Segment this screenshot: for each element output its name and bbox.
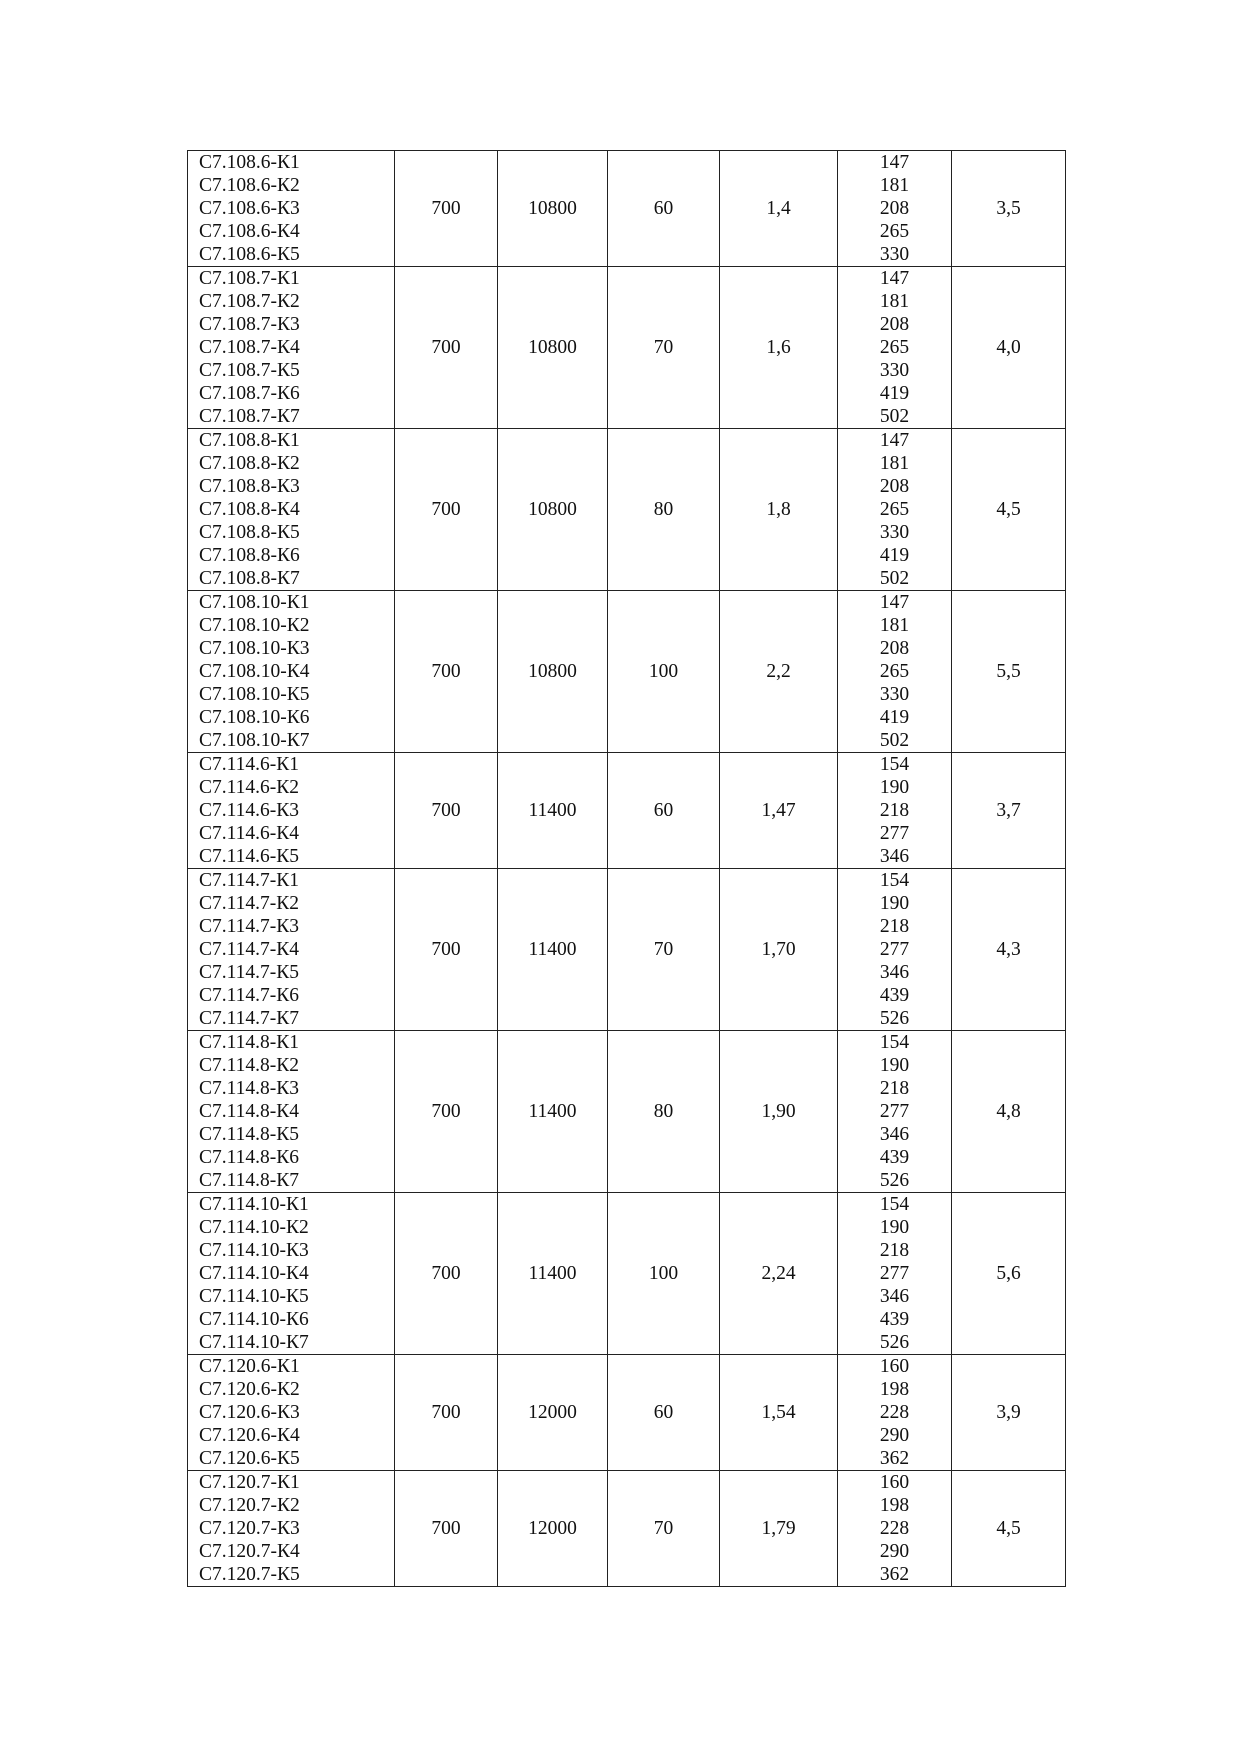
- mark-code: С7.120.6-К4: [199, 1425, 300, 1446]
- mark-code: С7.108.6-К1: [199, 152, 300, 173]
- mark-code: С7.120.7-К2: [199, 1495, 300, 1516]
- table-row: [188, 869, 1066, 1031]
- cell-c2: 700: [395, 1031, 498, 1193]
- mark-code: С7.108.10-К1: [199, 592, 310, 613]
- c6-value: 502: [879, 406, 910, 427]
- mark-code: С7.108.8-К1: [199, 430, 300, 451]
- mark-code: С7.114.10-К7: [199, 1332, 309, 1353]
- cell-c5: 1,8: [720, 429, 838, 591]
- mark-code: С7.114.10-К3: [199, 1240, 309, 1261]
- cell-c5: 1,6: [720, 267, 838, 429]
- specification-table: [187, 150, 1066, 1587]
- mark-code: С7.114.7-К7: [199, 1008, 300, 1029]
- cell-c6-list: [838, 591, 952, 753]
- c6-value: 290: [879, 1541, 910, 1562]
- mark-code: С7.114.8-К5: [199, 1124, 300, 1145]
- mark-code: С7.108.6-К3: [199, 198, 300, 219]
- cell-c3: 10800: [498, 591, 608, 753]
- c6-value: 154: [879, 754, 910, 775]
- cell-c5: 1,70: [720, 869, 838, 1031]
- mark-code: С7.114.6-К5: [199, 846, 300, 867]
- cell-c4: 60: [608, 753, 720, 869]
- c6-value: 265: [879, 499, 910, 520]
- cell-marks: [188, 1471, 395, 1587]
- c6-value: 526: [879, 1170, 910, 1191]
- cell-c6-list: [838, 267, 952, 429]
- cell-c7: 4,0: [952, 267, 1066, 429]
- cell-c5: 1,54: [720, 1355, 838, 1471]
- c6-value: 277: [879, 1101, 910, 1122]
- c6-value: 208: [879, 314, 910, 335]
- mark-code: С7.114.8-К4: [199, 1101, 300, 1122]
- mark-code: С7.108.10-К6: [199, 707, 310, 728]
- c6-value: 190: [879, 777, 910, 798]
- mark-code: С7.108.8-К5: [199, 522, 300, 543]
- mark-code: С7.108.10-К2: [199, 615, 310, 636]
- cell-c5: 2,2: [720, 591, 838, 753]
- mark-code: С7.114.10-К1: [199, 1194, 309, 1215]
- mark-code: С7.108.7-К7: [199, 406, 300, 427]
- cell-c3: 10800: [498, 151, 608, 267]
- c6-value: 502: [879, 730, 910, 751]
- c6-value: 181: [879, 175, 910, 196]
- c6-value: 330: [879, 360, 910, 381]
- cell-c6-list: [838, 753, 952, 869]
- mark-code: С7.120.6-К1: [199, 1356, 300, 1377]
- mark-code: С7.114.7-К6: [199, 985, 300, 1006]
- cell-marks: [188, 151, 395, 267]
- cell-c7: 5,5: [952, 591, 1066, 753]
- cell-c2: 700: [395, 591, 498, 753]
- mark-code: С7.120.7-К3: [199, 1518, 300, 1539]
- mark-code: С7.114.8-К1: [199, 1032, 300, 1053]
- mark-code: С7.108.6-К2: [199, 175, 300, 196]
- table-row: [188, 1355, 1066, 1471]
- c6-value: 439: [879, 985, 910, 1006]
- cell-c2: 700: [395, 1355, 498, 1471]
- c6-value: 181: [879, 453, 910, 474]
- cell-c7: 3,9: [952, 1355, 1066, 1471]
- mark-code: С7.114.7-К5: [199, 962, 300, 983]
- cell-c5: 2,24: [720, 1193, 838, 1355]
- cell-c5: 1,90: [720, 1031, 838, 1193]
- cell-c2: 700: [395, 267, 498, 429]
- cell-marks: [188, 1193, 395, 1355]
- mark-code: С7.108.8-К7: [199, 568, 300, 589]
- mark-code: С7.114.10-К4: [199, 1263, 309, 1284]
- cell-c2: 700: [395, 869, 498, 1031]
- cell-c3: 10800: [498, 267, 608, 429]
- cell-c2: 700: [395, 429, 498, 591]
- cell-c2: 700: [395, 753, 498, 869]
- cell-c7: 4,5: [952, 429, 1066, 591]
- c6-value: 346: [879, 1286, 910, 1307]
- c6-value: 198: [879, 1379, 910, 1400]
- mark-code: С7.108.6-К5: [199, 244, 300, 265]
- cell-c6-list: [838, 1193, 952, 1355]
- c6-value: 228: [879, 1402, 910, 1423]
- mark-code: С7.108.6-К4: [199, 221, 300, 242]
- c6-value: 330: [879, 244, 910, 265]
- cell-c7: 3,7: [952, 753, 1066, 869]
- mark-code: С7.108.10-К4: [199, 661, 310, 682]
- c6-value: 265: [879, 661, 910, 682]
- cell-c2: 700: [395, 151, 498, 267]
- cell-c4: 70: [608, 1471, 720, 1587]
- c6-value: 218: [879, 800, 910, 821]
- cell-c3: 12000: [498, 1355, 608, 1471]
- cell-c4: 60: [608, 151, 720, 267]
- c6-value: 277: [879, 939, 910, 960]
- mark-code: С7.114.7-К2: [199, 893, 300, 914]
- c6-value: 265: [879, 337, 910, 358]
- cell-c6-list: [838, 869, 952, 1031]
- mark-code: С7.114.8-К6: [199, 1147, 300, 1168]
- cell-c4: 100: [608, 591, 720, 753]
- mark-code: С7.108.7-К2: [199, 291, 300, 312]
- mark-code: С7.114.6-К4: [199, 823, 300, 844]
- c6-value: 419: [879, 707, 910, 728]
- mark-code: С7.108.10-К5: [199, 684, 310, 705]
- mark-code: С7.120.6-К3: [199, 1402, 300, 1423]
- c6-value: 147: [879, 592, 910, 613]
- mark-code: С7.114.10-К6: [199, 1309, 309, 1330]
- c6-value: 330: [879, 684, 910, 705]
- cell-c3: 11400: [498, 1031, 608, 1193]
- c6-value: 277: [879, 823, 910, 844]
- cell-c5: 1,4: [720, 151, 838, 267]
- cell-c4: 100: [608, 1193, 720, 1355]
- table-row: [188, 591, 1066, 753]
- c6-value: 277: [879, 1263, 910, 1284]
- cell-c6-list: [838, 151, 952, 267]
- c6-value: 190: [879, 893, 910, 914]
- c6-value: 290: [879, 1425, 910, 1446]
- cell-c7: 5,6: [952, 1193, 1066, 1355]
- c6-value: 526: [879, 1008, 910, 1029]
- mark-code: С7.120.7-К4: [199, 1541, 300, 1562]
- c6-value: 218: [879, 916, 910, 937]
- cell-c6-list: [838, 1031, 952, 1193]
- c6-value: 181: [879, 291, 910, 312]
- c6-value: 439: [879, 1309, 910, 1330]
- table-row: [188, 753, 1066, 869]
- mark-code: С7.108.7-К5: [199, 360, 300, 381]
- cell-marks: [188, 869, 395, 1031]
- c6-value: 526: [879, 1332, 910, 1353]
- mark-code: С7.108.7-К3: [199, 314, 300, 335]
- c6-value: 154: [879, 870, 910, 891]
- mark-code: С7.108.7-К1: [199, 268, 300, 289]
- mark-code: С7.114.8-К7: [199, 1170, 300, 1191]
- c6-value: 208: [879, 198, 910, 219]
- table-row: [188, 1471, 1066, 1587]
- cell-marks: [188, 267, 395, 429]
- cell-c7: 4,3: [952, 869, 1066, 1031]
- c6-value: 147: [879, 152, 910, 173]
- c6-value: 208: [879, 476, 910, 497]
- c6-value: 160: [879, 1472, 910, 1493]
- cell-c3: 12000: [498, 1471, 608, 1587]
- mark-code: С7.108.8-К3: [199, 476, 300, 497]
- mark-code: С7.120.6-К5: [199, 1448, 300, 1469]
- mark-code: С7.120.7-К5: [199, 1564, 300, 1585]
- c6-value: 330: [879, 522, 910, 543]
- table-row: [188, 151, 1066, 267]
- c6-value: 346: [879, 1124, 910, 1145]
- cell-marks: [188, 1355, 395, 1471]
- c6-value: 154: [879, 1194, 910, 1215]
- cell-c3: 11400: [498, 869, 608, 1031]
- c6-value: 154: [879, 1032, 910, 1053]
- mark-code: С7.120.6-К2: [199, 1379, 300, 1400]
- c6-value: 419: [879, 383, 910, 404]
- cell-c4: 60: [608, 1355, 720, 1471]
- cell-c6-list: [838, 1471, 952, 1587]
- cell-c4: 70: [608, 267, 720, 429]
- c6-value: 362: [879, 1448, 910, 1469]
- mark-code: С7.108.7-К4: [199, 337, 300, 358]
- mark-code: С7.108.8-К2: [199, 453, 300, 474]
- c6-value: 181: [879, 615, 910, 636]
- table-row: [188, 1031, 1066, 1193]
- cell-c4: 80: [608, 1031, 720, 1193]
- mark-code: С7.114.7-К4: [199, 939, 300, 960]
- c6-value: 147: [879, 430, 910, 451]
- mark-code: С7.114.6-К1: [199, 754, 300, 775]
- cell-c2: 700: [395, 1471, 498, 1587]
- cell-c7: 4,8: [952, 1031, 1066, 1193]
- c6-value: 190: [879, 1217, 910, 1238]
- cell-c3: 10800: [498, 429, 608, 591]
- c6-value: 265: [879, 221, 910, 242]
- c6-value: 502: [879, 568, 910, 589]
- cell-c3: 11400: [498, 1193, 608, 1355]
- c6-value: 147: [879, 268, 910, 289]
- c6-value: 439: [879, 1147, 910, 1168]
- cell-c6-list: [838, 1355, 952, 1471]
- cell-marks: [188, 591, 395, 753]
- c6-value: 198: [879, 1495, 910, 1516]
- cell-marks: [188, 753, 395, 869]
- c6-value: 419: [879, 545, 910, 566]
- mark-code: С7.108.8-К6: [199, 545, 300, 566]
- cell-c7: 3,5: [952, 151, 1066, 267]
- c6-value: 190: [879, 1055, 910, 1076]
- c6-value: 228: [879, 1518, 910, 1539]
- c6-value: 346: [879, 846, 910, 867]
- mark-code: С7.108.8-К4: [199, 499, 300, 520]
- cell-c6-list: [838, 429, 952, 591]
- table-row: [188, 1193, 1066, 1355]
- mark-code: С7.114.8-К3: [199, 1078, 300, 1099]
- mark-code: С7.108.10-К3: [199, 638, 310, 659]
- c6-value: 218: [879, 1240, 910, 1261]
- mark-code: С7.114.7-К1: [199, 870, 300, 891]
- mark-code: С7.114.8-К2: [199, 1055, 300, 1076]
- cell-c4: 70: [608, 869, 720, 1031]
- table-row: [188, 267, 1066, 429]
- cell-c7: 4,5: [952, 1471, 1066, 1587]
- c6-value: 346: [879, 962, 910, 983]
- cell-c3: 11400: [498, 753, 608, 869]
- cell-c5: 1,79: [720, 1471, 838, 1587]
- mark-code: С7.114.6-К3: [199, 800, 300, 821]
- mark-code: С7.114.10-К5: [199, 1286, 309, 1307]
- mark-code: С7.108.10-К7: [199, 730, 310, 751]
- table-body: [188, 151, 1066, 1587]
- c6-value: 160: [879, 1356, 910, 1377]
- cell-c2: 700: [395, 1193, 498, 1355]
- cell-marks: [188, 429, 395, 591]
- c6-value: 208: [879, 638, 910, 659]
- mark-code: С7.120.7-К1: [199, 1472, 300, 1493]
- table-row: [188, 429, 1066, 591]
- cell-c5: 1,47: [720, 753, 838, 869]
- mark-code: С7.114.10-К2: [199, 1217, 309, 1238]
- cell-marks: [188, 1031, 395, 1193]
- cell-c4: 80: [608, 429, 720, 591]
- mark-code: С7.108.7-К6: [199, 383, 300, 404]
- mark-code: С7.114.6-К2: [199, 777, 300, 798]
- c6-value: 362: [879, 1564, 910, 1585]
- mark-code: С7.114.7-К3: [199, 916, 300, 937]
- c6-value: 218: [879, 1078, 910, 1099]
